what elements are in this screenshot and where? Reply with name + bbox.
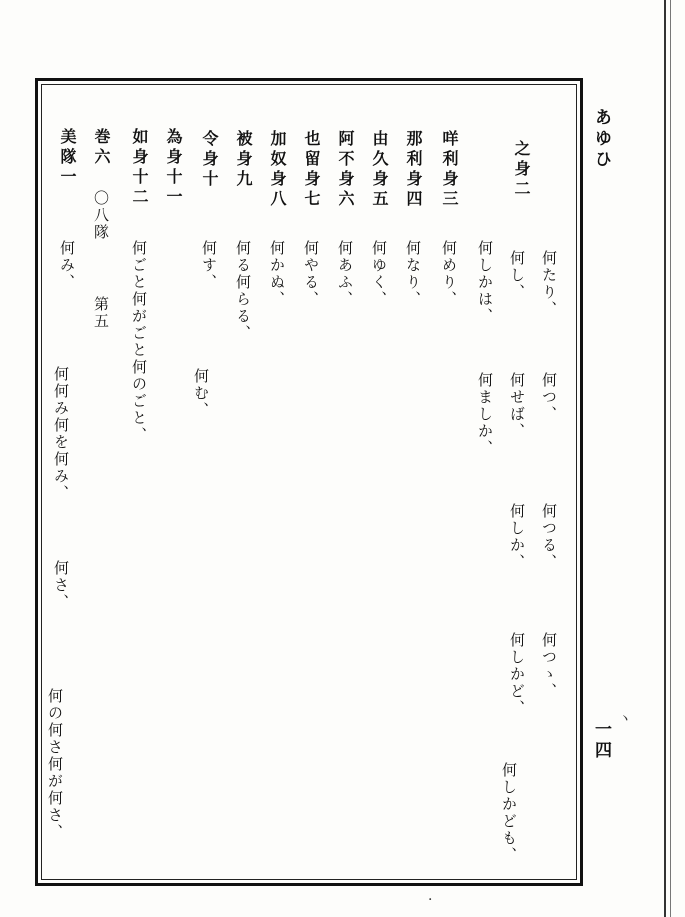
entry-form: 何し、 [508,250,526,301]
entry-title: 也留身七 [302,130,321,210]
entry-form: 何ゆく、 [370,240,388,308]
entry-form: 何つる、 [540,503,558,571]
entry-title: 阿不身六 [336,130,355,210]
entry-title: 之身二 [512,140,531,200]
entry-form: 何しかども、 [500,762,518,864]
entry-form: 何ごと何がごと何のごと、 [130,240,148,444]
entry-form: 何つゝ、 [540,632,558,700]
print-speck: ヽ [618,711,632,727]
entry-title: 為身十一 [164,128,183,208]
entry-form: 何ましか、 [476,372,494,457]
entry-form: 何つ、 [540,372,558,423]
entry-title: 由久身五 [370,130,389,210]
entry-title: 那利身四 [404,130,423,210]
entry-form: 何の何さ何が何さ、 [46,688,64,841]
entry-form: 何なり、 [404,240,422,308]
print-speck: · [428,892,433,908]
entry-form: 何せば、 [508,372,526,440]
entry-form: 何る何らる、 [234,240,252,342]
section-number: 第五 [92,296,110,330]
entry-form: 何めり、 [440,240,458,308]
entry-title: 美隊一 [58,128,77,188]
entry-form: 何何み何を何み、 [52,366,70,502]
entry-form: 何たり、 [540,250,558,318]
entry-form: 何あふ、 [336,240,354,308]
entry-form: 何しかど、 [508,632,526,717]
page-edge-line [664,0,666,917]
volume-title: 巻六 [92,128,111,168]
entry-form: 何さ、 [52,560,70,611]
entry-form: 何かぬ、 [268,240,286,308]
page-edge-line-secondary [670,0,671,917]
entry-title: 咩利身三 [440,130,459,210]
entry-form: 何しか、 [508,503,526,571]
entry-title: 加奴身八 [268,130,287,210]
entry-form: 何む、 [192,368,210,419]
entry-form: 何やる、 [302,240,320,308]
entry-title: 被身九 [234,130,253,190]
entry-title: 如身十二 [130,128,149,208]
section-title: あゆひ [591,108,611,171]
entry-form: 何み、 [58,240,76,291]
page-number: 一四 [591,720,611,762]
entry-form: 何しかは、 [476,240,494,325]
entry-form: 何す、 [200,240,218,291]
entry-title: 令身十 [200,130,219,190]
section-label: 〇八隊 [92,190,110,241]
